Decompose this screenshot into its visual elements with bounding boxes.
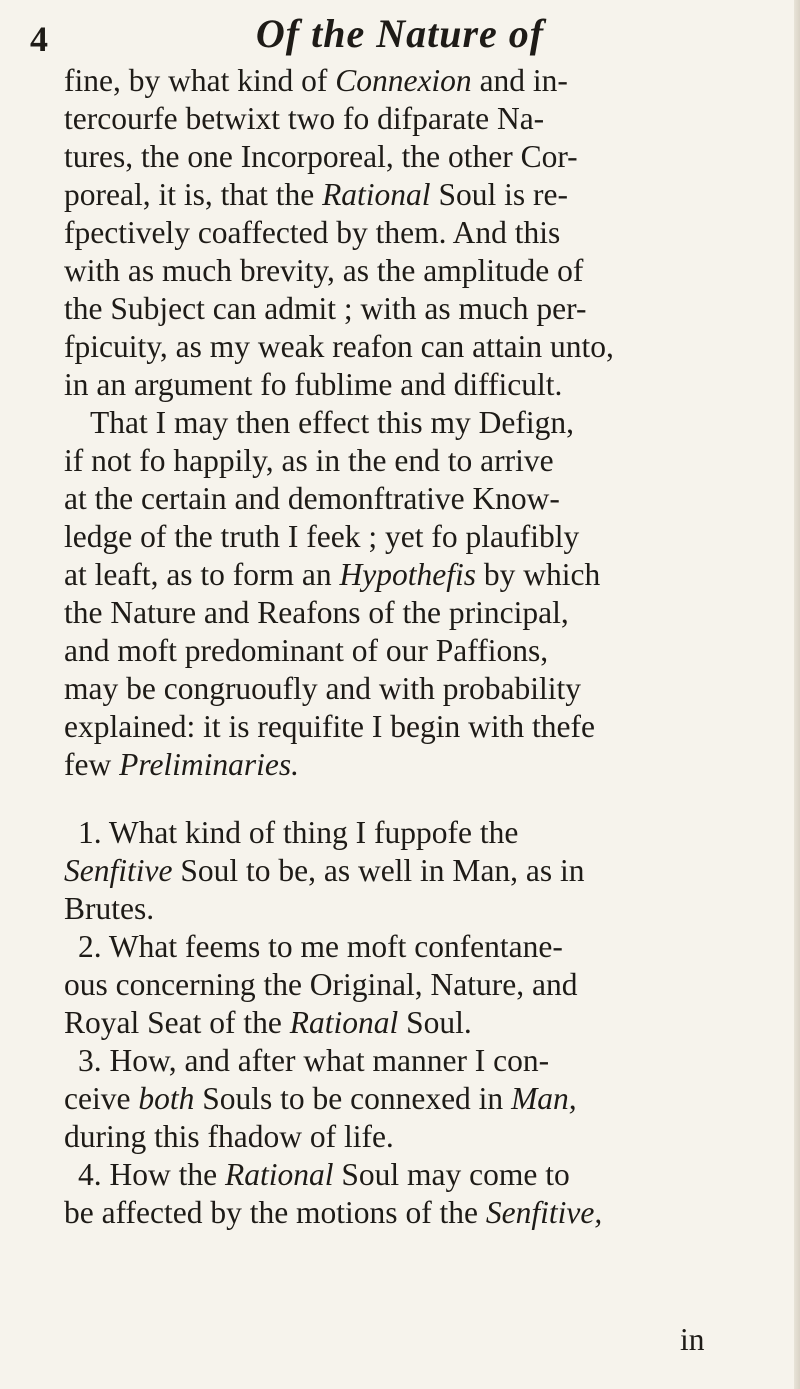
paragraph-2 [64,404,769,784]
page-number: 4 [30,19,48,59]
text-line: fpectively coaffected by them. And this [64,215,561,250]
preliminary-item-4 [64,1156,769,1232]
text-line: the Nature and Reafons of the principal, [64,595,569,630]
text-line: poreal, it is, that the Rational Soul is re- [64,177,568,212]
text-line: at the certain and demonftrative Know- [64,481,560,516]
text-line: explained: it is requifite I begin with thefe [64,709,595,744]
text-line: 2. What feems to me moft confentane- [78,929,563,964]
text-line: That I may then effect this my Defign, [90,405,575,440]
text-line: Royal Seat of the Rational Soul. [64,1005,472,1040]
preliminary-item-3 [64,1042,769,1156]
text-line: 3. How, and after what manner I con- [78,1043,550,1078]
text-line: may be congruoufly and with probability [64,671,582,706]
text-line: tures, the one Incorporeal, the other Cor- [64,139,578,174]
text-line: tercourfe betwixt two fo difparate Na- [64,101,545,136]
text-line: the Subject can admit ; with as much per- [64,291,587,326]
text-line: with as much brevity, as the amplitude of [64,253,584,288]
body-text [64,62,769,1232]
preliminary-item-1 [64,814,769,928]
text-line: if not fo happily, as in the end to arrive [64,443,554,478]
text-line: Senfitive Soul to be, as well in Man, as in [64,853,585,888]
text-line: during this fhadow of life. [64,1119,394,1154]
text-line: few Preliminaries. [64,747,300,782]
page-edge [794,0,800,1389]
catchword: in [680,1322,705,1357]
running-head: Of the Nature of [255,11,545,56]
text-line: fpicuity, as my weak reafon can attain unto, [64,329,614,364]
paragraph-1 [64,62,769,404]
text-line: 1. What kind of thing I fuppofe the [78,815,519,850]
text-line: ledge of the truth I feek ; yet fo plaufibly [64,519,580,554]
text-line: ous concerning the Original, Nature, and [64,967,578,1002]
text-line: be affected by the motions of the Senfitive, [64,1195,603,1230]
text-line: in an argument fo fublime and difficult. [64,367,563,402]
text-line: Brutes. [64,891,155,926]
text-line: at leaft, as to form an Hypothefis by which [64,557,601,592]
text-line: ceive both Souls to be connexed in Man, [64,1081,577,1116]
text-line: fine, by what kind of Connexion and in- [64,63,568,98]
preliminary-item-2 [64,928,769,1042]
text-line: and moft predominant of our Paffions, [64,633,549,668]
text-line: 4. How the Rational Soul may come to [78,1157,570,1192]
